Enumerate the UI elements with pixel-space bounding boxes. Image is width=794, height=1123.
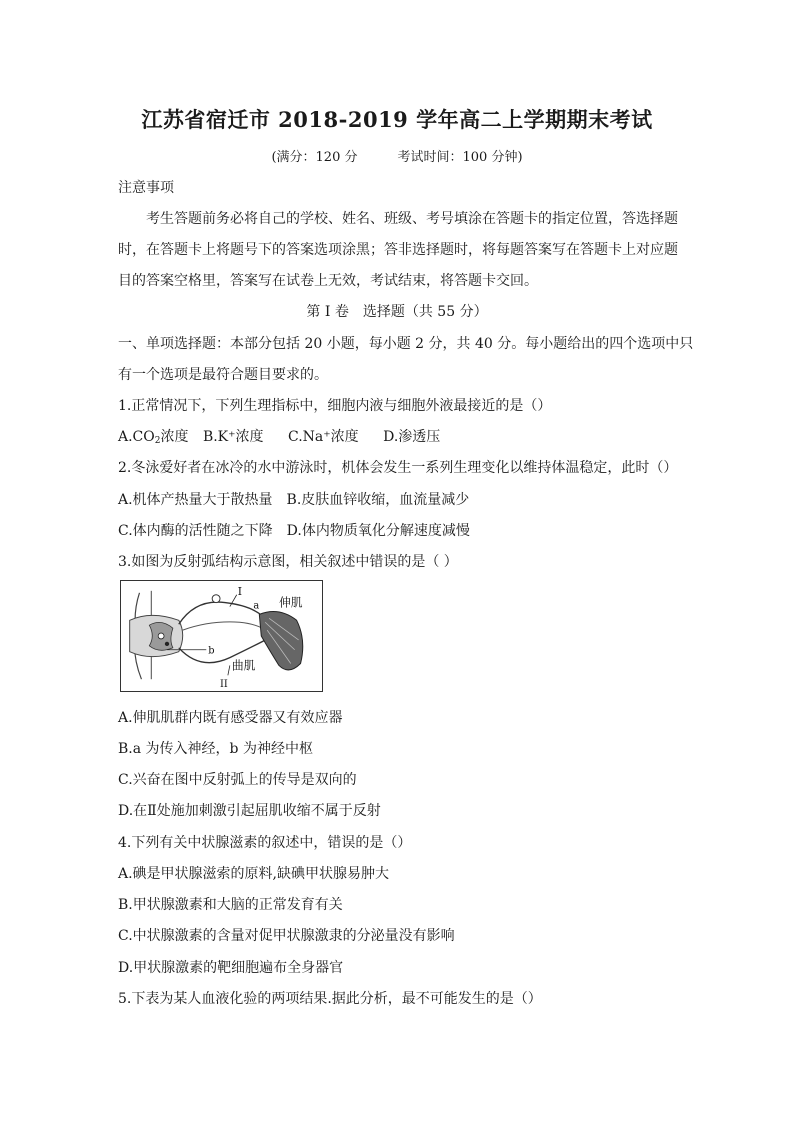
reflex-arc-figure <box>120 580 323 692</box>
question-4-option-c: C.中状腺激素的含量对促甲状腺激隶的分泌量没有影响 <box>118 928 455 944</box>
question-1-options <box>118 426 440 446</box>
notice-heading: 注意事项 <box>118 180 174 196</box>
section-intro: 有一个选项是最符合题目要求的。 <box>118 367 328 383</box>
question-2-stem: 2.冬泳爱好者在冰冷的水中游泳时，机体会发生一系列生理变化以维持体温稳定，此时（） <box>118 460 678 476</box>
question-3-option-a: A.伸肌肌群内既有感受器又有效应器 <box>118 710 343 726</box>
label-a: a <box>253 600 260 612</box>
question-4-option-b: B.甲状腺激素和大脑的正常发育有关 <box>118 897 343 913</box>
question-3-stem: 3.如图为反射弧结构示意图，相关叙述中错误的是（ ） <box>118 554 458 570</box>
question-2-options-cd: C.体内酶的活性随之下降 D.体内物质氧化分解速度减慢 <box>118 523 470 539</box>
question-4-option-a: A.碘是甲状腺滋索的原料,缺碘甲状腺易肿大 <box>118 866 390 882</box>
time-info: 考试时间：100 分钟) <box>397 150 523 165</box>
question-3-option-b: B.a 为传入神经，b 为神经中枢 <box>118 741 313 757</box>
option-d: D.渗透压 <box>383 429 441 445</box>
question-4-stem: 4.下列有关中状腺滋素的叙述中，错误的是（） <box>118 835 412 851</box>
exam-info <box>0 146 794 165</box>
page-title: 江苏省宿迁市 2018-2019 学年高二上学期期末考试 <box>141 107 653 132</box>
label-flexor: 曲肌 <box>231 658 256 673</box>
option-b: B.K⁺浓度 <box>202 429 264 445</box>
label-I: I <box>237 584 242 598</box>
label-II: II <box>220 679 228 691</box>
option-a: $A.CO_2$浓度 <box>118 429 189 446</box>
question-5-stem: 5.下表为某人血液化验的两项结果.据此分析，最不可能发生的是（） <box>118 991 542 1007</box>
question-2-options-ab: A.机体产热量大于散热量 B.皮肤血锌收缩，血流量减少 <box>118 492 470 508</box>
question-3-option-c: C.兴奋在图中反射弧上的传导是双向的 <box>118 772 357 788</box>
label-extensor: 伸肌 <box>278 595 303 610</box>
question-3-option-d: D.在Ⅱ处施加刺激引起屈肌收缩不属于反射 <box>118 803 381 819</box>
question-4-option-d: D.甲状腺激素的靶细胞遍布全身器官 <box>118 960 344 976</box>
question-1-stem: 1.正常情况下，下列生理指标中，细胞内液与细胞外液最接近的是（） <box>118 398 552 414</box>
notice-line: 目的答案空格里，答案写在试卷上无效，考试结束，将答题卡交回。 <box>118 273 538 289</box>
section-title: 第 I 卷 选择题（共 55 分） <box>306 304 488 320</box>
notice-line: 考生答题前务必将自己的学校、姓名、班级、考号填涂在答题卡的指定位置，答选择题 <box>146 211 678 227</box>
section-intro: 一、单项选择题：本部分包括 20 小题，每小题 2 分，共 40 分。每小题给出的四个选项中只 <box>118 336 694 352</box>
score-info: (满分：120 分 <box>271 150 358 165</box>
option-c: C.Na⁺浓度 <box>287 429 359 445</box>
notice-line: 时，在答题卡上将题号下的答案选项涂黑；答非选择题时，将每题答案写在答题卡上对应题 <box>118 242 678 258</box>
label-b: b <box>208 645 215 657</box>
